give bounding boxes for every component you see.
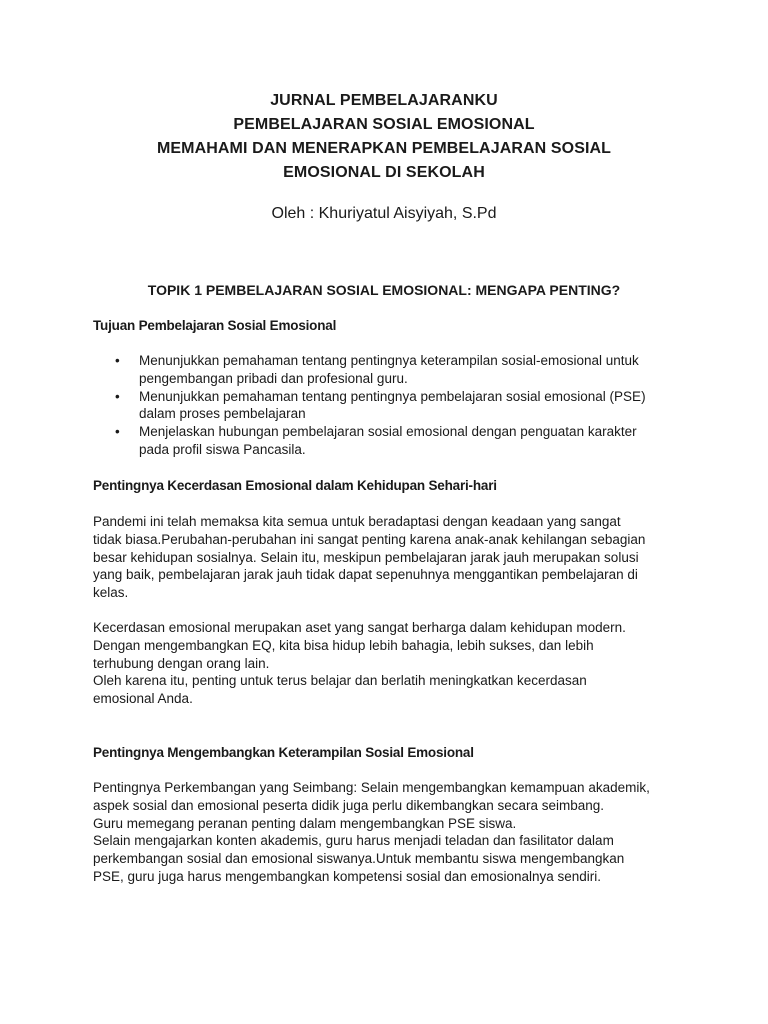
title-line-1: JURNAL PEMBELAJARANKU	[270, 92, 498, 109]
paragraph-line: Pandemi ini telah memaksa kita semua untuk beradaptasi dengan keadaan yang sangat	[93, 514, 621, 529]
paragraph-line: perkembangan sosial dan emosional siswanya.Untuk membantu siswa mengembangkan	[93, 851, 625, 867]
paragraph-line: kelas.	[93, 585, 129, 601]
paragraph-line: terhubung dengan orang lain.	[93, 655, 270, 671]
paragraph-line: Selain mengajarkan konten akademis, guru harus menjadi teladan dan fasilitator dalam	[93, 833, 614, 849]
paragraph-kecerdasan	[93, 619, 683, 708]
paragraph-line: yang baik, pembelajaran jarak jauh tidak dapat sepenuhnya menggantikan pembelajaran di	[93, 567, 638, 583]
topic-heading: TOPIK 1 PEMBELAJARAN SOSIAL EMOSIONAL: MENGAPA PENTING?	[147, 282, 621, 298]
title-line-2: PEMBELAJARAN SOSIAL EMOSIONAL	[233, 116, 535, 133]
objectives-list	[93, 352, 683, 459]
bullet-icon: •	[115, 353, 120, 368]
bullet-icon: •	[115, 424, 120, 440]
section-heading-keterampilan: Pentingnya Mengembangkan Keterampilan Sosial Emosional	[93, 745, 474, 760]
list-item-text: Menunjukkan pemahaman tentang pentingnya pembelajaran sosial emosional (PSE)	[139, 388, 646, 404]
list-item	[93, 352, 683, 388]
list-item	[93, 388, 683, 424]
paragraph-line: emosional Anda.	[93, 691, 193, 707]
paragraph-pandemi	[93, 513, 683, 602]
paragraph-line: besar kehidupan sosialnya. Selain itu, meskipun pembelajaran jarak jauh merupakan solusi	[93, 549, 639, 565]
list-item-text: Menjelaskan hubungan pembelajaran sosial emosional dengan penguatan karakter	[139, 424, 637, 440]
paragraph-line: Pentingnya Perkembangan yang Seimbang: Selain mengembangkan kemampuan akademik,	[93, 780, 650, 795]
section-heading-kecerdasan: Pentingnya Kecerdasan Emosional dalam Kehidupan Sehari-hari	[93, 478, 497, 493]
paragraph-perkembangan	[93, 779, 683, 886]
list-item	[93, 423, 683, 459]
paragraph-line: Guru memegang peranan penting dalam mengembangkan PSE siswa.	[93, 815, 517, 831]
paragraph-line: Oleh karena itu, penting untuk terus belajar dan berlatih meningkatkan kecerdasan	[93, 673, 587, 689]
list-item-text: pada profil siswa Pancasila.	[139, 441, 306, 457]
list-item-text: pengembangan pribadi dan profesional guru.	[139, 370, 408, 386]
document-title	[0, 89, 768, 185]
paragraph-line: PSE, guru juga harus mengembangkan kompetensi sosial dan emosionalnya sendiri.	[93, 868, 602, 884]
list-item-text: Menunjukkan pemahaman tentang pentingnya keterampilan sosial-emosional untuk	[139, 353, 639, 368]
bullet-icon: •	[115, 388, 120, 404]
paragraph-line: aspek sosial dan emosional peserta didik juga perlu dikembangkan secara seimbang.	[93, 797, 605, 813]
section-heading-tujuan: Tujuan Pembelajaran Sosial Emosional	[93, 318, 337, 333]
paragraph-line: Dengan mengembangkan EQ, kita bisa hidup lebih bahagia, lebih sukses, dan lebih	[93, 637, 594, 653]
paragraph-line: tidak biasa.Perubahan-perubahan ini sangat penting karena anak-anak kehilangan sebagian	[93, 531, 646, 547]
paragraph-line: Kecerdasan emosional merupakan aset yang sangat berharga dalam kehidupan modern.	[93, 620, 626, 635]
title-line-4: EMOSIONAL DI SEKOLAH	[283, 164, 485, 181]
title-line-3: MEMAHAMI DAN MENERAPKAN PEMBELAJARAN SOSIAL	[156, 140, 612, 157]
list-item-text: dalam proses pembelajaran	[139, 406, 306, 422]
author-line: Oleh : Khuriyatul Aisyiyah, S.Pd	[271, 205, 497, 222]
